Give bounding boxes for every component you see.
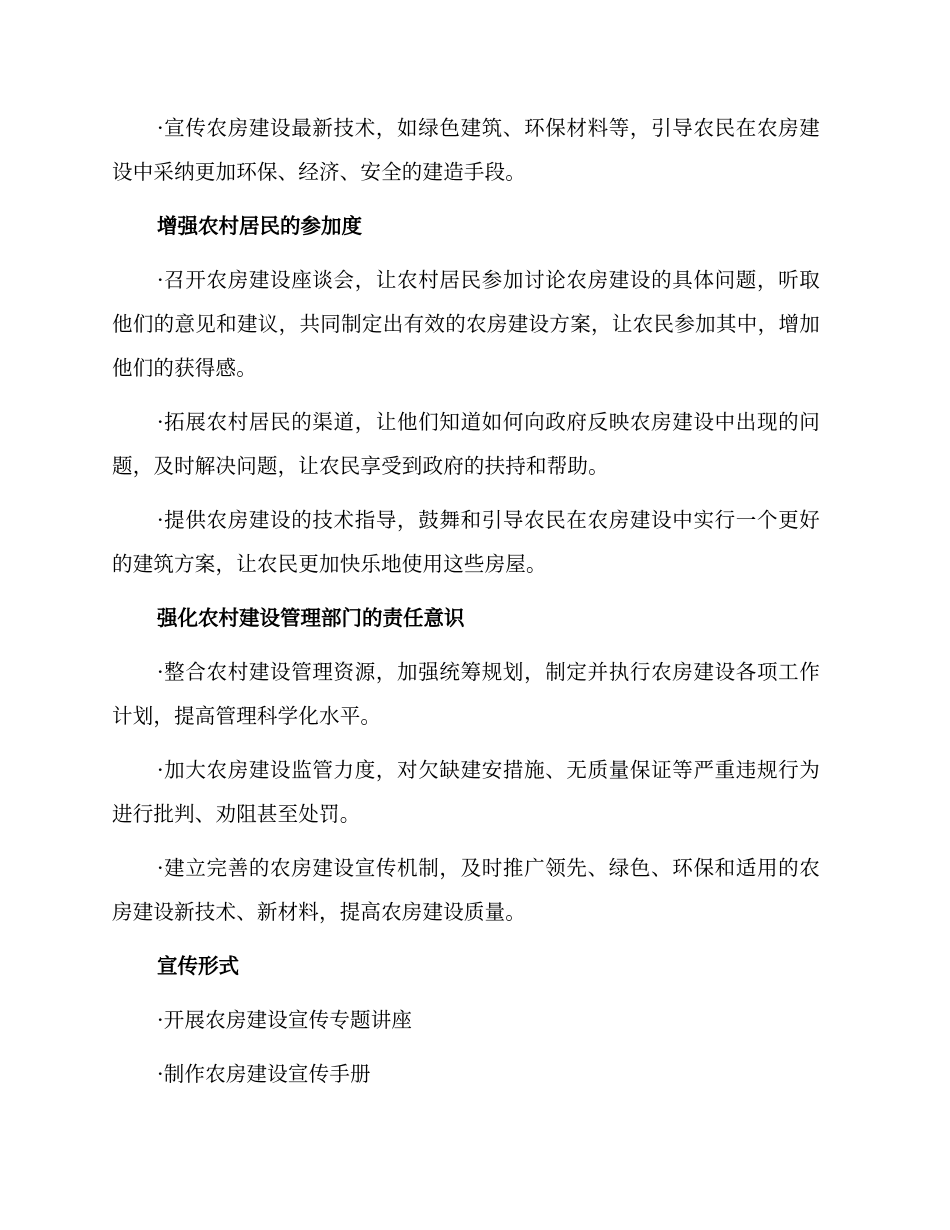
paragraph-publicity-mechanism: ·建立完善的农房建设宣传机制，及时推广领先、绿色、环保和适用的农房建设新技术、新材料，提高农房建设质量。: [112, 856, 820, 924]
section-heading-responsibility: 强化农村建设管理部门的责任意识: [157, 606, 465, 630]
paragraph-tech-guidance: ·提供农房建设的技术指导，鼓舞和引导农民在农房建设中实行一个更好的建筑方案，让农民更加快乐地使用这些房屋。: [112, 508, 820, 576]
paragraph-supervision: ·加大农房建设监管力度，对欠缺建安措施、无质量保证等严重违规行为进行批判、劝阻甚至处罚。: [112, 758, 820, 826]
paragraph-symposium: ·召开农房建设座谈会，让农村居民参加讨论农房建设的具体问题，听取他们的意见和建议，共同制定出有效的农房建设方案，让农民参加其中，增加他们的获得感。: [112, 268, 820, 380]
section-heading-participation: 增强农村居民的参加度: [157, 214, 362, 238]
paragraph-channels: ·拓展农村居民的渠道，让他们知道如何向政府反映农房建设中出现的问题，及时解决问题，让农民享受到政府的扶持和帮助。: [112, 410, 820, 478]
section-heading-publicity-forms: 宣传形式: [157, 954, 239, 978]
list-item-handbook: ·制作农房建设宣传手册: [157, 1062, 371, 1086]
document-body: [112, 106, 820, 1106]
paragraph-integrate-resources: ·整合农村建设管理资源，加强统筹规划，制定并执行农房建设各项工作计划，提高管理科学化水平。: [112, 660, 820, 728]
paragraph-green-tech: ·宣传农房建设最新技术，如绿色建筑、环保材料等，引导农民在农房建设中采纳更加环保、经济、安全的建造手段。: [112, 116, 820, 184]
list-item-lectures: ·开展农房建设宣传专题讲座: [157, 1008, 413, 1032]
